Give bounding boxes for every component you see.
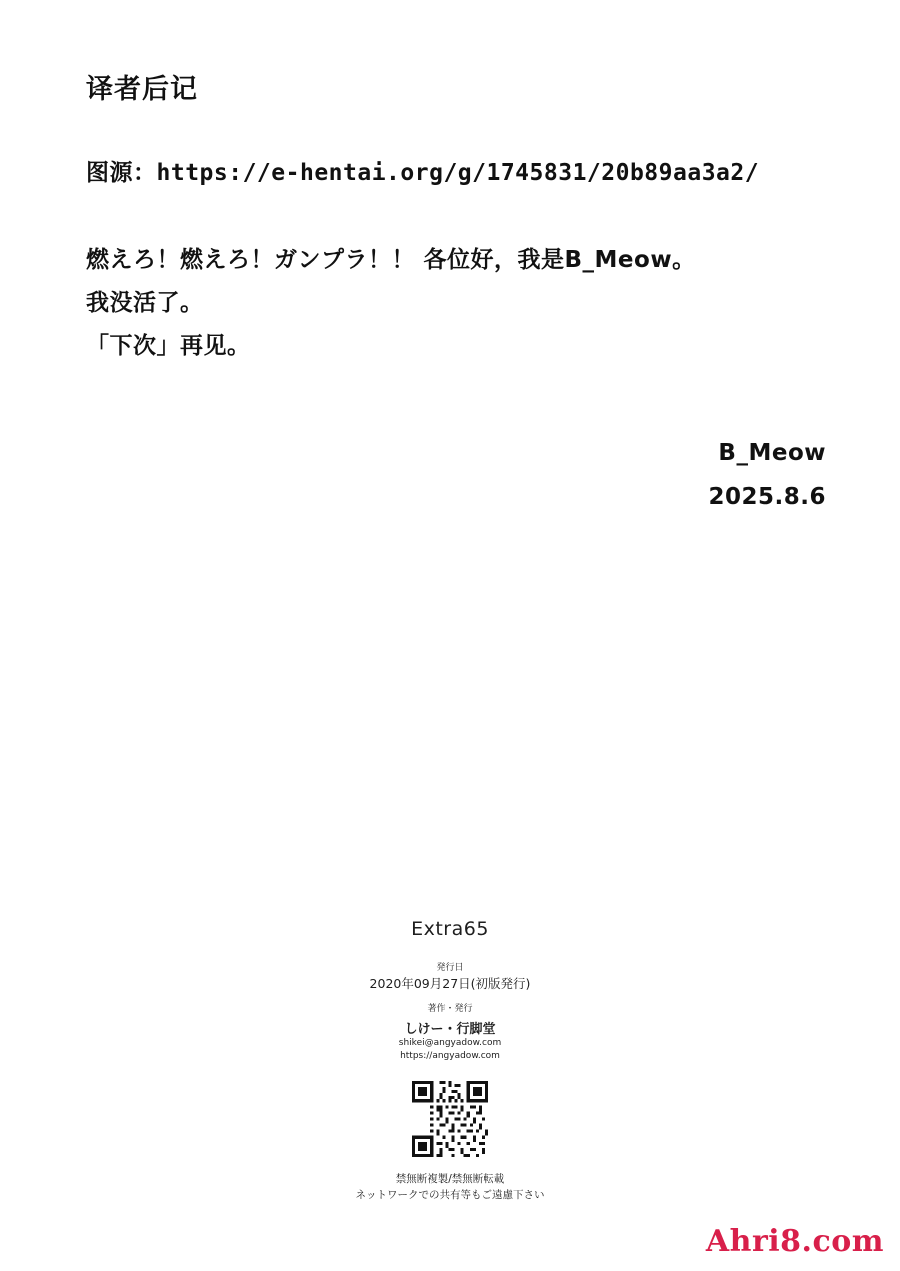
page-title: 译者后记 [86, 74, 198, 105]
colophon-issue-date: 2020年09月27日(初版発行) [369, 976, 531, 992]
colophon-issue-label: 発行日 [436, 963, 464, 973]
signature-name: B_Meow [718, 440, 826, 466]
colophon-email: shikei@angyadow.com [398, 1037, 502, 1048]
signature-block [709, 440, 827, 510]
site-watermark: Ahri8.com [705, 1224, 884, 1259]
colophon [0, 918, 900, 1203]
signature-date: 2025.8.6 [708, 484, 826, 510]
qr-code-icon [412, 1081, 488, 1157]
colophon-publisher-label: 著作・発行 [427, 1003, 473, 1014]
copyright-notice-line-2: ネットワークでの共有等もご遠慮下さい [355, 1189, 545, 1202]
afterword-line-1: 燃えろ！燃えろ！ガンプラ！！ 各位好，我是B_Meow。 [86, 247, 696, 274]
source-url-line: 图源：https://e-hentai.org/g/1745831/20b89aa3a2/ [86, 160, 760, 187]
colophon-extra-label: Extra65 [411, 918, 489, 940]
colophon-publisher: しけー・行脚堂 [404, 1021, 496, 1037]
colophon-website: https://angyadow.com [400, 1050, 500, 1061]
translator-afterword [86, 74, 846, 367]
colophon-divider [0, 994, 900, 1003]
copyright-notice-line-1: 禁無断複製/禁無断転載 [395, 1172, 505, 1185]
afterword-line-3: 「下次」再见。 [86, 332, 251, 359]
afterword-line-2: 我没活了。 [86, 289, 204, 316]
